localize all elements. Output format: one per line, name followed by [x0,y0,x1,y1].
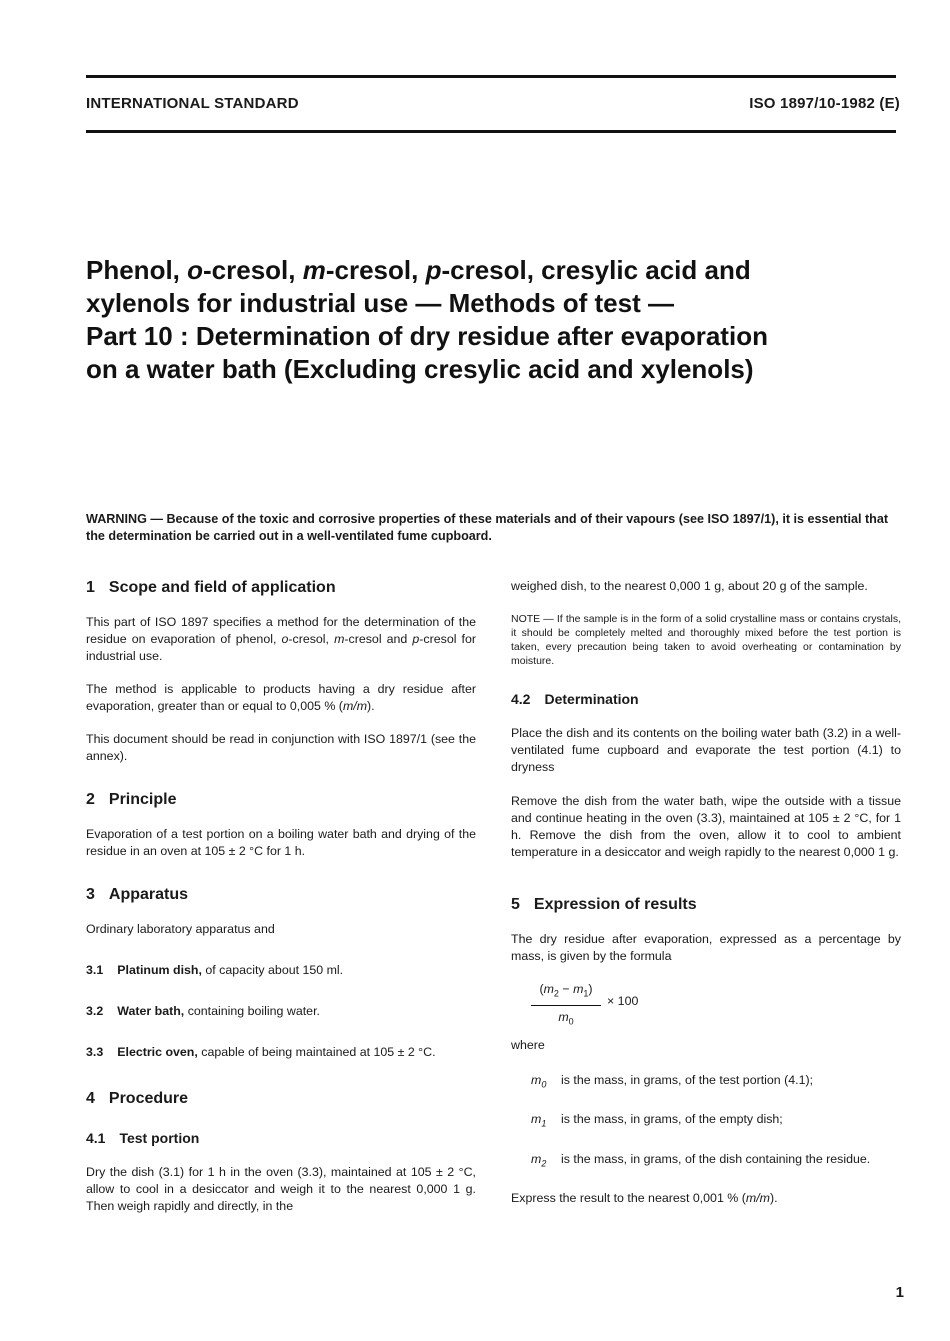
left-column [86,578,476,1215]
right-column [511,578,901,1207]
definition-m1: $m_1$ is the mass, in grams, of the empty dish; [531,1112,783,1129]
definition-m2: $m_2$ is the mass, in grams, of the dish containing the residue. [531,1151,871,1169]
where-label: where [511,1038,545,1052]
warning-text: WARNING — Because of the toxic and corrosive properties of these materials and of their vapours (see ISO 1897/1), it is essential that the determination be carried out in a well-ventilated fume cupboard. [86,512,889,543]
section-3-intro: Ordinary laboratory apparatus and [86,922,275,936]
apparatus-item: 3.1 Platinum dish, of capacity about 150 ml. [86,963,344,977]
apparatus-item: 3.3 Electric oven, capable of being maintained at 105 ± 2 °C. [86,1045,436,1059]
formula [531,981,901,1031]
section-1-paragraph-1: This part of ISO 1897 specifies a method for the determination of the residue on evaporation of phenol, o-cresol, m-cresol and p-cresol for industrial use. [86,615,476,663]
formula-fraction [531,981,601,1031]
page-number: 1 [895,1284,904,1301]
formula-numerator: $(m_2 - m_1)$ [531,981,601,1006]
section-5-heading: 5 Expression of results [511,896,697,913]
subsection-4-2-paragraph-1: Place the dish and its contents on the boiling water bath (3.2) in a well-ventilated fume cupboard and evaporate the test portion (4.1) to dryness [511,726,901,774]
section-1-paragraph-2: The method is applicable to products having a dry residue after evaporation, greater than or equal to 0,005 % (m/m). [86,682,476,713]
subsection-4-2-heading: 4.2 Determination [511,691,639,707]
formula-denominator: $m_0$ [558,1010,574,1027]
section-2-heading: 2 Principle [86,791,177,808]
definition-m0: $m_0$ is the mass, in grams, of the test portion (4.1); [531,1073,814,1090]
formula-multiplier: × 100 [607,994,639,1008]
section-5-final: Express the result to the nearest 0,001 % (m/m). [511,1191,778,1206]
subsection-4-1-paragraph: Dry the dish (3.1) for 1 h in the oven (3.3), maintained at 105 ± 2 °C, allow to cool in a desiccator and weigh it to the nearest 0,000 1 g. Then weigh rapidly and directly, in the [86,1165,476,1213]
apparatus-item: 3.2 Water bath, containing boiling water. [86,1004,320,1018]
top-rule [86,75,896,78]
subsection-4-2-paragraph-2: Remove the dish from the water bath, wipe the outside with a tissue and continue heating in the oven (3.3), maintained at 105 ± 2 °C, for 1 h. Remove the dish from the oven, allow it to cool to ambient temperature in a desiccator and weigh rapidly to the nearest 0,000 1 g. [511,794,901,859]
section-4-heading: 4 Procedure [86,1090,189,1107]
section-5-paragraph-1: The dry residue after evaporation, expressed as a percentage by mass, is given by the formula [511,932,901,963]
section-2-paragraph-1: Evaporation of a test portion on a boiling water bath and drying of the residue in an oven at 105 ± 2 °C for 1 h. [86,827,476,858]
header-right: ISO 1897/10-1982 (E) [749,95,900,112]
header-rule [86,130,896,133]
note-text: NOTE — If the sample is in the form of a solid crystalline mass or contains crystals, it should be completely melted and thoroughly mixed before the test portion is taken, every precaution being taken to avoid overheating or contamination by moisture. [511,613,901,667]
header-left: INTERNATIONAL STANDARD [86,95,299,112]
section-1-paragraph-3: This document should be read in conjunction with ISO 1897/1 (see the annex). [86,732,476,763]
document-title: Phenol, o-cresol, m-cresol, p-cresol, cresylic acid and xylenols for industrial use — Methods of test — Part 10 : Determination of dry residue after evaporation on a water bath (Excluding cresylic acid and xylenols) [86,255,768,384]
section-3-heading: 3 Apparatus [86,886,189,903]
subsection-4-1-paragraph-continued: weighed dish, to the nearest 0,000 1 g, about 20 g of the sample. [511,579,868,593]
subsection-4-1-heading: 4.1 Test portion [86,1130,200,1146]
section-1-heading: 1 Scope and field of application [86,579,336,596]
